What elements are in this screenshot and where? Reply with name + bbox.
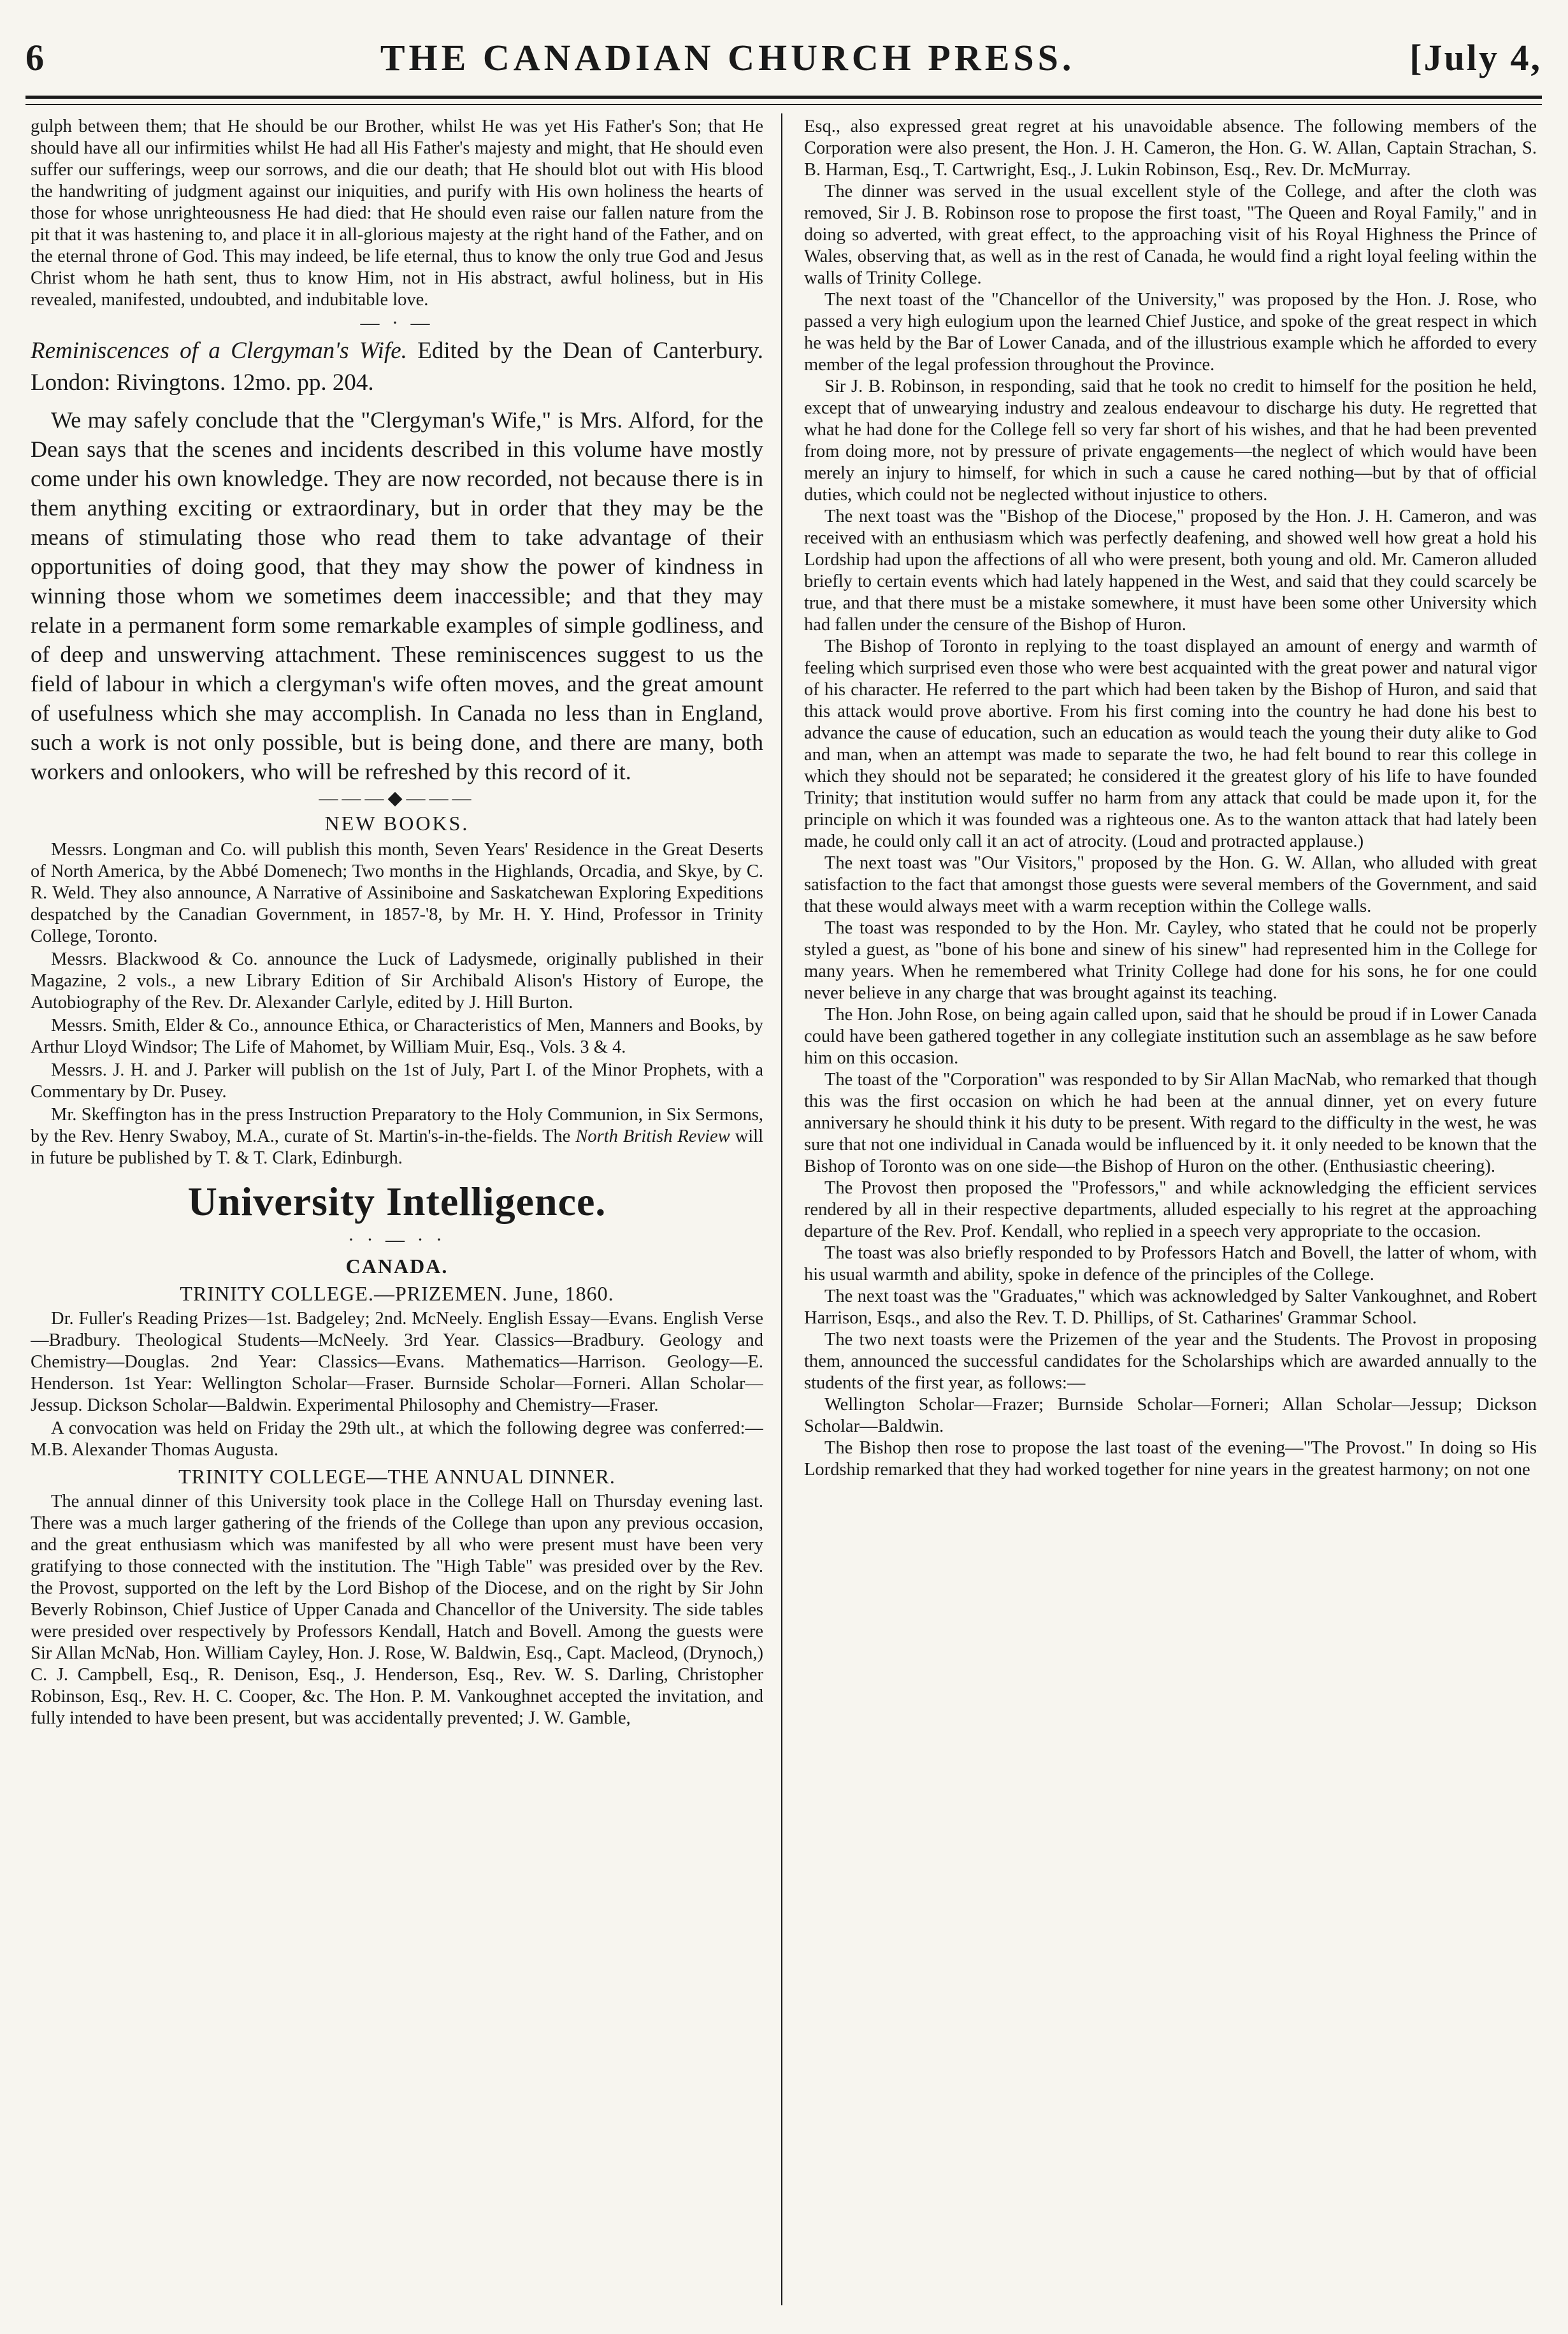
toast-bishop-paragraph: The next toast was the "Bishop of the Diocese," proposed by the Hon. J. H. Cameron, and was received with an enthusiasm which was perfectly deafening, and showed well how great a hold his Lordship had upon the affections of all who were present, both young and old. Mr. Cameron alluded briefly to certain events which had lately happened in the West, and said that they could scarcely be true, and that there must be a mistake somewhere, it must have been some other University which had fallen under the censure of the Bishop of Huron. xyxy=(804,507,1537,635)
annual-dinner-heading: TRINITY COLLEGE—THE ANNUAL DINNER. xyxy=(178,1465,615,1488)
prizemen-heading: TRINITY COLLEGE.—PRIZEMEN. June, 1860. xyxy=(180,1282,614,1305)
robinson-response-paragraph: Sir J. B. Robinson, in responding, said that he took no credit to himself for the position he held, except that of unwearying industry and zealous endeavour to discharge his duty. He regretted that what he had done for the College fell so very far short of his wishes, and that he had been prevented from doing more, not by pressure of private engagements—the neglect of which would have been merely an injury to himself, for which in such a cause he cared nothing—but by that of official duties, which could not be neglected without injustice to others. xyxy=(804,377,1537,505)
canada-heading: CANADA. xyxy=(345,1255,449,1278)
header-rule-thin xyxy=(25,104,1542,105)
masthead xyxy=(25,25,1542,89)
review-book-title: Reminiscences of a Clergyman's Wife. xyxy=(31,338,407,364)
ornament-divider: — · — xyxy=(360,312,434,333)
column-divider xyxy=(781,113,782,2305)
new-books-heading: NEW BOOKS. xyxy=(324,812,470,835)
toast-visitors-paragraph: The next toast was "Our Visitors," proposed by the Hon. G. W. Allan, who alluded with great satisfaction to the fact that amongst those guests were several members of the Government, and said that these would always meet with a warm reception within the College walls. xyxy=(804,853,1537,916)
nb5-journal-title: North British Review xyxy=(575,1127,730,1146)
dinner-continued-paragraph: Esq., also expressed great regret at his unavoidable absence. The following members of the Corporation were also present, the Hon. J. H. Cameron, the Hon. G. W. Allan, Captain Strachan, S. B. Harman, Esq., T. Cartwright, Esq., J. Lukin Robinson, Esq., Rev. Dr. McMurray. xyxy=(804,117,1537,180)
intro-paragraph: gulph between them; that He should be our Brother, whilst He was yet His Father's Son; that He should have all our infirmities whilst He had all His Father's majesty and might, that He should even suffer our sufferings, weep our sorrows, and die our death; that He should blot out with His blood the handwriting of judgment against our iniquities, and purify with His own holiness the hearts of those for whose unrighteousness He had died: that He should even raise our fallen nature from the pit that it was hastening to, and place it in all-glorious majesty at the right hand of the Father, and on the eternal throne of God. This may indeed, be life eternal, thus to know the only true God and Jesus Christ whom he hath sent, thus to know Him, not in His abstract, awful holiness, but in His revealed, manifested, undoubted, and indubitable love. xyxy=(31,117,763,310)
hatch-bovell-paragraph: The toast was also briefly responded to by Professors Hatch and Bovell, the latter of whom, with his usual warmth and ability, spoke in defence of the principles of the College. xyxy=(804,1243,1537,1285)
annual-dinner-paragraph: The annual dinner of this University took place in the College Hall on Thursday evening last. There was a much larger gathering of the friends of the College than upon any previous occasion, and the great enthusiasm which was manifested by all who were present must have been very gratifying to those connected with the institution. The "High Table" was presided over by the Rev. the Provost, supported on the left by the Lord Bishop of the Diocese, and on the right by Sir John Beverly Robinson, Chief Justice of Upper Canada and Chancellor of the University. The side tables were presided over respectively by Professors Kendall, Hatch and Bovell. Among the guests were Sir Allan McNab, Hon. William Cayley, Hon. J. Rose, W. Baldwin, Esq., Capt. Macleod, (Drynoch,) C. J. Campbell, Esq., R. Denison, Esq., J. Henderson, Esq., Rev. W. S. Darling, Christopher Robinson, Esq., Rev. H. C. Cooper, &c. The Hon. P. M. Vankoughnet accepted the invitation, and fully intended to have been present, but was accidentally prevented; J. W. Gamble, xyxy=(31,1492,763,1728)
review-body: We may safely conclude that the "Clergyman's Wife," is Mrs. Alford, for the Dean says that the scenes and incidents described in this volume have mostly come under his own knowledge. They are now recorded, not because there is in them anything exciting or extraordinary, but in order that they may be the means of stimulating those who read them to take advantage of their opportunities of doing good, that they may show the power of kindness in winning those whom we sometimes deem inaccessible; and that they may relate in a permanent form some remarkable examples of simple godliness, and of deep and unswerving attachment. These reminiscences suggest to us the field of labour in which a clergyman's wife often moves, and the great amount of usefulness which she may accomplish. In Canada no less than in England, such a work is not only possible, but is being done, and there are many, both workers and onlookers, who will be refreshed by this record of it. xyxy=(31,407,763,784)
convocation-paragraph: A convocation was held on Friday the 29th ult., at which the following degree was conferred:—M.B. Alexander Thomas Augusta. xyxy=(31,1418,763,1460)
university-intelligence-heading: University Intelligence. xyxy=(187,1179,607,1224)
toast-provost-paragraph: The Bishop then rose to propose the last toast of the evening—"The Provost." In doing so His Lordship remarked that they had worked together for nine years in the greatest harmony; on not one xyxy=(804,1438,1537,1480)
left-column xyxy=(31,116,763,2308)
nb5-text-a: Mr. Skeffington has in the press Instruction Preparatory to the Holy Communion, in Six Sermons, by the Rev. Henry Swaboy, M.A., curate of St. Martin's-in-the-fields. The xyxy=(31,1105,763,1146)
new-books-item: Messrs. Smith, Elder & Co., announce Ethica, or Characteristics of Men, Manners and Books, by Arthur Lloyd Windsor; The Life of Mahomet, by William Muir, Esq., Vols. 3 & 4. xyxy=(31,1016,763,1057)
new-books-item: Messrs. Longman and Co. will publish this month, Seven Years' Residence in the Great Deserts of North America, by the Abbé Domenech; Two months in the Highlands, Orcadia, and Skye, by C. R. Weld. They also announce, A Narrative of Assiniboine and Saskatchewan Exploring Expeditions despatched by the Canadian Government, in 1857-'8, by Mr. H. Y. Hind, Professor in Trinity College, Toronto. xyxy=(31,840,763,946)
new-books-item: Messrs. Blackwood & Co. announce the Luck of Ladysmede, originally published in their Magazine, 2 vols., a new Library Edition of Sir Archibald Alison's History of Europe, the Autobiography of the Rev. Dr. Alexander Carlyle, edited by J. Hill Burton. xyxy=(31,949,763,1012)
nb5-text-b: will in future be published by T. & T. Clark, Edinburgh. xyxy=(31,1127,763,1168)
bishop-reply-paragraph: The Bishop of Toronto in replying to the toast displayed an amount of energy and warmth of feeling which surprised even those who were best acquainted with the great power and natural vigor of his character. He referred to the part which had been taken by the Bishop of Huron, and said that this attack would prove abortive. From his first coming into the country he had done his best to advance the cause of education, such an education as would teach the young their duty alike to God and man, when an attempt was made to separate the two, he had felt bound to rear this college in which they should not be separated; he considered it the greatest glory of his life to have founded Trinity; that institution would suffer no harm from any attack that could be made upon it, for the principle on which it was founded was a righteous one. As to the wanton attack that had lately been made, he could only call it an act of atrocity. (Loud and protracted applause.) xyxy=(804,637,1537,851)
ornament-divider-2: ———◆——— xyxy=(319,788,475,809)
rose-response-paragraph: The Hon. John Rose, on being again called upon, said that he should be proud if in Lower Canada could have been gathered together in any collegiate institution such an assemblage as he saw before him on this occasion. xyxy=(804,1005,1537,1068)
prizemen-section xyxy=(31,1308,763,1461)
header-rule-thick xyxy=(25,96,1542,99)
review-heading xyxy=(31,335,763,399)
newspaper-title: THE CANADIAN CHURCH PRESS. xyxy=(380,36,1075,78)
new-books-item: Messrs. J. H. and J. Parker will publish on the 1st of July, Part I. of the Minor Prophets, with a Commentary by Dr. Pusey. xyxy=(31,1060,763,1102)
toast-queen-paragraph: The dinner was served in the usual excellent style of the College, and after the cloth was removed, Sir J. B. Robinson rose to propose the first toast, "The Queen and Royal Family," and in doing so adverted, with great effect, to the approaching visit of his Royal Highness the Prince of Wales, observing that, as well as in the rest of Canada, he would find a right loyal feeling within the walls of Trinity College. xyxy=(804,182,1537,288)
cayley-response-paragraph: The toast was responded to by the Hon. Mr. Cayley, who stated that he could not be properly styled a guest, as "bone of his bone and sinew of his sinew" had represented him in the College for many years. When he remembered what Trinity College had done for his sons, he for one could never believe in any charge that was brought against its teaching. xyxy=(804,918,1537,1003)
ornament-divider-3: · · — · · xyxy=(348,1229,446,1250)
scholars-list-paragraph: Wellington Scholar—Frazer; Burnside Scholar—Forneri; Allan Scholar—Jessup; Dickson Scholar—Baldwin. xyxy=(804,1395,1537,1436)
review-publication: Edited by the Dean of Canterbury. London: Rivingtons. 12mo. pp. 204. xyxy=(31,338,763,396)
issue-date: [July 4, xyxy=(1409,36,1542,78)
toast-graduates-paragraph: The next toast was the "Graduates," which was acknowledged by Salter Vankoughnet, and Robert Harrison, Esqs., and also the Rev. T. D. Phillips, of St. Catharines' Grammar School. xyxy=(804,1286,1537,1328)
right-column xyxy=(804,116,1537,2308)
toast-corporation-paragraph: The toast of the "Corporation" was responded to by Sir Allan MacNab, who remarked that though this was the first occasion on which he had been at the annual dinner, yet on every future anniversary he should think it his duty to be present. With regard to the difficulty in the west, he was sure that not one individual in Canada would be influenced by it. it only needed to be known that the Bishop of Toronto was on one side—the Bishop of Huron on the other. (Enthusiastic cheering). xyxy=(804,1070,1537,1176)
prizemen-list: Dr. Fuller's Reading Prizes—1st. Badgeley; 2nd. McNeely. English Essay—Evans. English Verse—Bradbury. Theological Students—McNeely. 3rd Year. Classics—Bradbury. Geology and Chemistry—Douglas. 2nd Year: Classics—Evans. Mathematics—Harrison. Geology—E. Henderson. 1st Year: Wellington Scholar—Fraser. Burnside Scholar—Forneri. Allan Scholar—Jessup. Dickson Scholar—Baldwin. Experimental Philosophy and Chemistry—Fraser. xyxy=(31,1309,763,1415)
toast-prizemen-paragraph: The two next toasts were the Prizemen of the year and the Students. The Provost in proposing them, announced the successful candidates for the Scholarships which are awarded annually to the students of the first year, as follows:— xyxy=(804,1330,1537,1393)
new-books-list xyxy=(31,839,763,1169)
annual-dinner-section xyxy=(31,1491,763,1729)
page-number: 6 xyxy=(25,36,46,78)
toast-chancellor-paragraph: The next toast of the "Chancellor of the University," was proposed by the Hon. J. Rose, who passed a very high eulogium upon the learned Chief Justice, and spoke of the great respect in which he was held by the Bar of Lower Canada, and of the illustrious example which he afforded to every member of the legal profession throughout the Province. xyxy=(804,290,1537,375)
toast-professors-paragraph: The Provost then proposed the "Professors," and while acknowledging the efficient services rendered by all in their respective departments, alluded especially to his regret at the approaching departure of the Rev. Prof. Kendall, who replied in a speech very appropriate to the occasion. xyxy=(804,1178,1537,1241)
new-books-item xyxy=(31,1104,763,1169)
